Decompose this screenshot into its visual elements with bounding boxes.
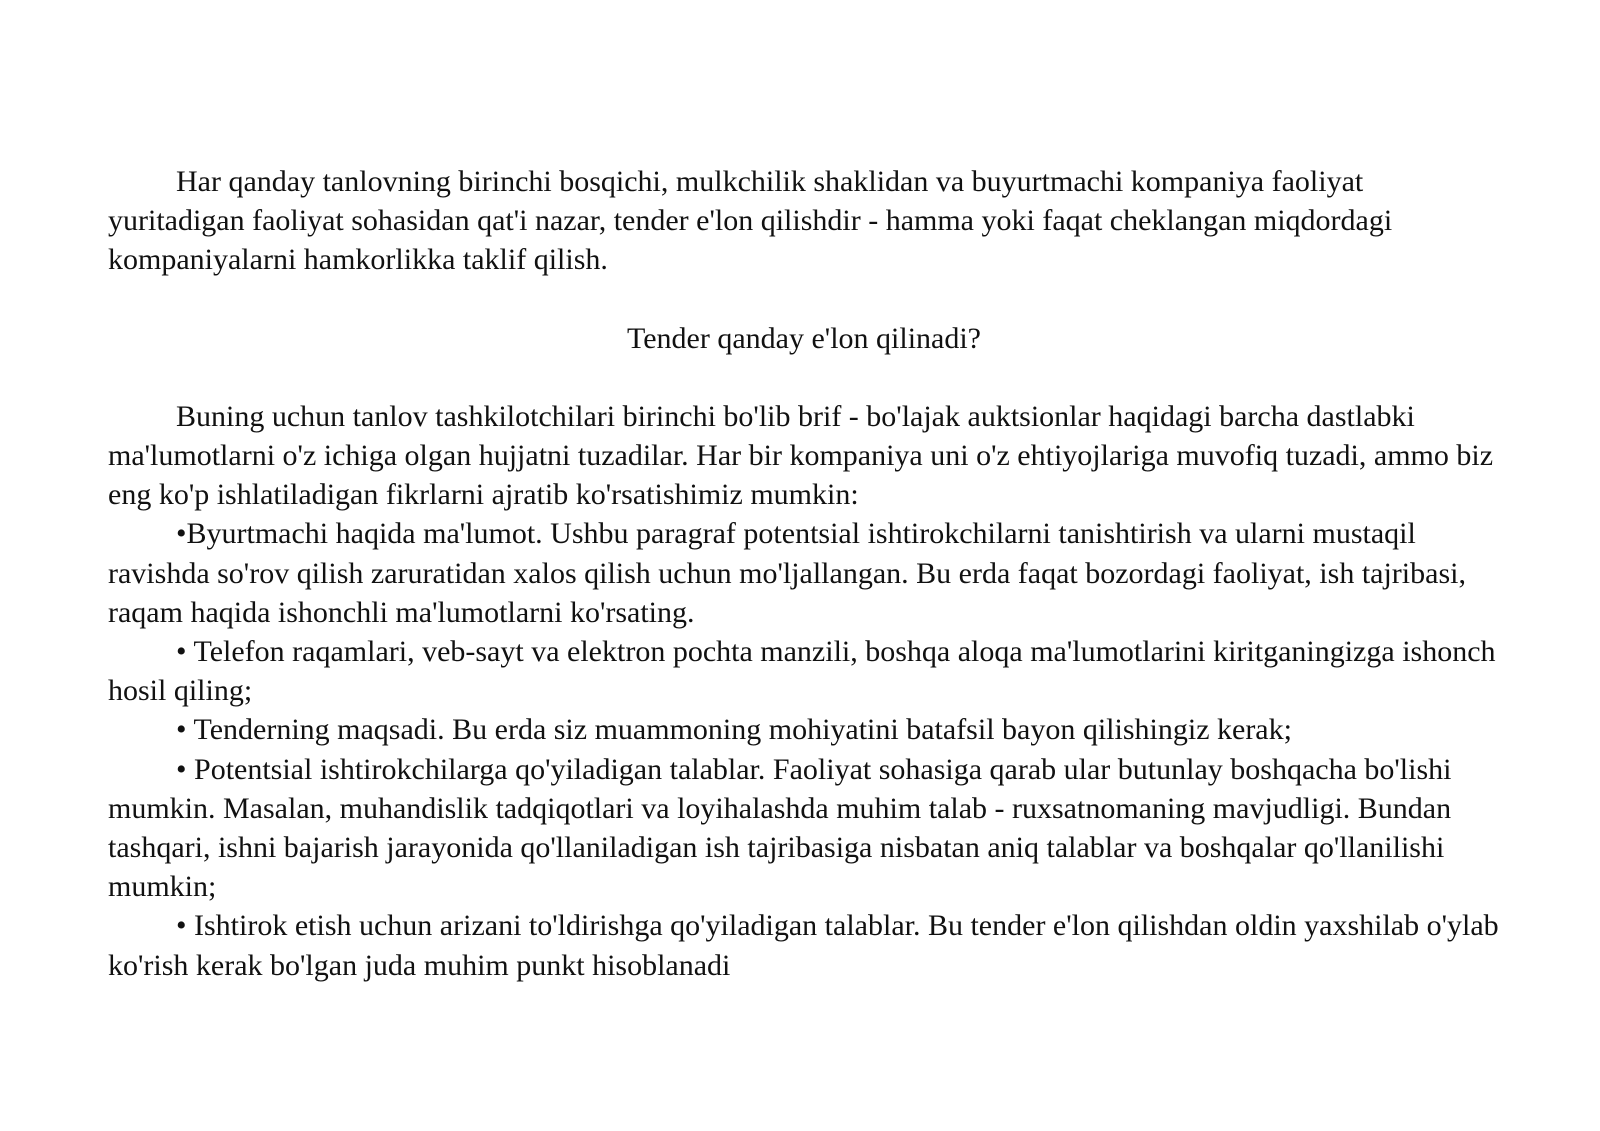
list-item-purpose: • Tenderning maqsadi. Bu erda siz muammoning mohiyatini batafsil bayon qilishingiz kerak; [176,713,1292,747]
intro-paragraph: Har qanday tanlovning birinchi bosqichi, mulkchilik shaklidan va buyurtmachi kompaniya faoliyat yuritadigan faoliyat sohasidan qat'i nazar, tender e'lon qilishdir - hamma yoki faqat cheklangan miqdordagi kompaniyalarni hamkorlikka taklif qilish. [108,165,1393,277]
body-paragraph: Buning uchun tanlov tashkilotchilari birinchi bo'lib brif - bo'lajak auktsionlar haqidagi barcha dastlabki ma'lumotlarni o'z ichiga olgan hujjatni tuzadilar. Har bir kompaniya uni o'z ehtiyojlariga muvofiq tuzadi, ammo biz eng ko'p ishlatiladigan fikrlarni ajratib ko'rsatishimiz mumkin: [108,399,1494,512]
list-item-requirements: • Potentsial ishtirokchilarga qo'yiladigan talablar. Faoliyat sohasiga qarab ular butunlay boshqacha bo'lishi mumkin. Masalan, muhandislik tadqiqotlari va loyihalashda muhim talab - ruxsatnomaning mavjudligi. Bundan tashqari, ishni bajarish jarayonida qo'llaniladigan ish tajribasiga nisbatan aniq talablar va boshqalar qo'llanilishi mumkin; [108,752,1452,904]
spacer [108,280,1500,319]
document-page [108,162,1500,985]
section-heading: Tender qanday e'lon qilinadi? [626,321,981,355]
list-item-customer-info: •Byurtmachi haqida ma'lumot. Ushbu paragraf potentsial ishtirokchilarni tanishtirish va ularni mustaqil ravishda so'rov qilish zaruratidan xalos qilish uchun mo'ljallangan. Bu erda faqat bozordagi faoliyat, ish tajribasi, raqam haqida ishonchli ma'lumotlarni ko'rsating. [108,517,1466,629]
list-item-contacts: • Telefon raqamlari, veb-sayt va elektron pochta manzili, boshqa aloqa ma'lumotlarini kiritganingizga ishonch hosil qiling; [108,635,1496,708]
spacer [108,358,1500,397]
list-item-application: • Ishtirok etish uchun arizani to'ldirishga qo'yiladigan talablar. Bu tender e'lon qilishdan oldin yaxshilab o'ylab ko'rish kerak bo'lgan juda muhim punkt hisoblanadi [108,909,1499,982]
